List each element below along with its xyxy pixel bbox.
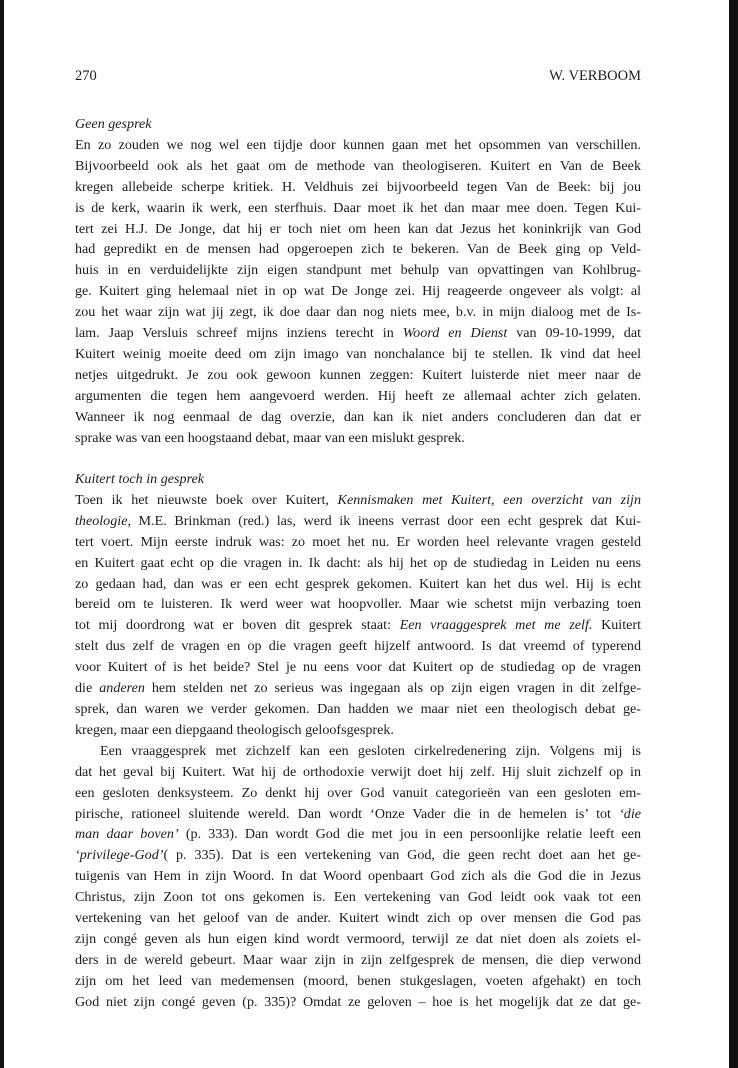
- text-line: [75, 845, 641, 866]
- italic-title: Woord en Dienst: [402, 325, 508, 342]
- text-line: zo gedaan had, dan was er een echt gesprek gekomen. Kuitert kan het dus wel. Hij is echt: [75, 575, 641, 592]
- text-line: stelt dus zelf de vragen en op die vragen geeft hijzelf antwoord. Is dat vreemd of typerend: [75, 638, 641, 655]
- text-line: netjes uitgedrukt. Je zou ook gewoon kunnen zeggen: Kuitert luisterde niet meer naar de: [75, 366, 641, 383]
- text-line: [75, 678, 641, 699]
- text-line: een gesloten denksysteem. Zo denkt hij over God vanuit categorieën van een gesloten em-: [75, 784, 641, 801]
- text-line: bereid om te luisteren. Ik werd weer wat hoopvoller. Maar wie schetst mijn verbazing toen: [75, 596, 641, 613]
- text-line: [75, 615, 641, 636]
- page-number: 270: [75, 68, 97, 84]
- text-line: had gepredikt en de mensen had opgeroepen zich te bekeren. Van de Beek ging op Veld-: [75, 241, 641, 258]
- italic-title: Een vraaggesprek met me zelf.: [399, 617, 593, 634]
- italic-title: theologie: [75, 512, 128, 529]
- text-run: hem stelden net zo serieus was ingegaan als op zijn eigen vragen in dit zelfge-: [144, 680, 642, 697]
- text-line: zijn congé geven als hun eigen kind wordt vermoord, terwijl ze dat niet doen als zoiets el-: [75, 930, 641, 947]
- text-line: tert zei H.J. De Jonge, dat hij er toch niet om heen kan dat Jezus het koninkrijk van God: [75, 220, 641, 237]
- italic-quote: man daar boven’: [75, 826, 179, 843]
- text-line: Christus, zijn Zoon tot ons gekomen is. Een vertekening van God leidt ook vaak tot een: [75, 889, 641, 906]
- text-line: kregen allebeide scherpe kritiek. H. Veldhuis zei bijvoorbeeld tegen Van de Beek: bij jou: [75, 178, 641, 195]
- text-line: dat het geval bij Kuitert. Wat hij de orthodoxie verwijt doet hij zelf. Hij sluit zichzelf op in: [75, 763, 641, 780]
- text-line: argumenten die tegen hem aangevoerd werden. Hij heeft ze allemaal achter zich gelaten.: [75, 387, 641, 404]
- text-run: die: [75, 680, 100, 697]
- text-line: zijn om het leed van medemensen (moord, benen stukgeslagen, voeten afgehakt) en toch: [75, 972, 641, 989]
- text-line: [75, 824, 641, 845]
- text-line: zou het waar zijn wat jij zegt, ik doe daar dan nog niets mee, b.v. in mijn dialoog met de Is-: [75, 304, 641, 321]
- text-line: En zo zouden we nog wel een tijdje door kunnen gaan met het opsommen van verschillen.: [75, 136, 641, 153]
- text-run: (p. 333). Dan wordt God die met jou in een persoonlijke relatie leeft een: [178, 826, 641, 843]
- running-header: [75, 66, 641, 87]
- section-heading: Kuitert toch in gesprek: [75, 471, 205, 487]
- text-line: God niet zijn congé geven (p. 335)? Omdat ze geloven – hoe is het mogelijk dat ze dat ge-: [75, 993, 641, 1010]
- text-run: Kuitert: [592, 617, 641, 634]
- scan-border-left: [0, 0, 4, 1068]
- text-line: [75, 804, 641, 825]
- section-heading: Geen gesprek: [75, 116, 152, 132]
- text-line: sprek, dan waren we verder gekomen. Dan hadden we maar niet een theologisch debat ge-: [75, 700, 641, 717]
- text-line: Een vraaggesprek met zichzelf kan een gesloten cirkelredenering zijn. Volgens mij is: [100, 742, 641, 759]
- text-run: , M.E. Brinkman (red.) las, werd ik ineens verrast door een echt gesprek dat Kui-: [127, 512, 641, 529]
- text-line: kregen, maar een diepgaand theologisch geloofsgesprek.: [75, 721, 394, 738]
- text-line: vertekening van het geloof van de ander. Kuitert windt zich op over mensen die God pas: [75, 910, 641, 927]
- text-line: tuigenis van Hem in zijn Woord. In dat Woord openbaart God zich als die God die in Jezus: [75, 868, 641, 885]
- italic-emphasis: anderen: [99, 680, 145, 697]
- text-run: van 09-10-1999, dat: [507, 325, 641, 342]
- text-line: is de kerk, waarin ik werk, een sterfhuis. Daar moet ik het dan maar mee doen. Tegen Kui-: [75, 199, 641, 216]
- text-line: Kuitert weinig moeite deed om zijn imago van nonchalance bij te stellen. Ik vind dat heel: [75, 345, 641, 362]
- italic-quote: ‘privilege-God’: [75, 847, 164, 864]
- text-line: [75, 323, 641, 344]
- text-line: voor Kuitert of is het beide? Stel je nu eens voor dat Kuitert op de studiedag op de vragen: [75, 659, 641, 676]
- text-line: ders in de wereld gebeurt. Maar waar zijn in zijn zelfgesprek de mensen, die diep verwond: [75, 951, 641, 968]
- text-line: Bijvoorbeeld ook als het gaat om de methode van theologiseren. Kuitert en Van de Beek: [75, 157, 641, 174]
- text-line: huis in en verduidelijkte zijn eigen standpunt met behulp van opvattingen van Kohlbrug-: [75, 262, 641, 279]
- section-geen-gesprek: [75, 114, 641, 449]
- section-kuitert-toch-in-gesprek: [75, 469, 641, 1013]
- text-line: en Kuitert gaat echt op die vragen in. Ik dacht: als hij het op de studiedag in Leiden nu eens: [75, 554, 641, 571]
- text-line: [75, 490, 641, 511]
- text-run: tot mij doordrong wat er boven dit gesprek staat:: [75, 617, 400, 634]
- text-run: lam. Jaap Versluis schreef mijns inziens terecht in: [75, 325, 403, 342]
- italic-title: Kennismaken met Kuitert, een overzicht van zijn: [337, 491, 641, 508]
- italic-quote: ‘die: [619, 805, 641, 822]
- text-line: Wanneer ik nog eenmaal de dag overzie, dan kan ik niet anders concluderen dan dat er: [75, 408, 641, 425]
- text-run: Toen ik het nieuwste boek over Kuitert,: [75, 491, 338, 508]
- text-line: sprake was van een hoogstaand debat, maar van een mislukt gesprek.: [75, 429, 465, 446]
- text-run: pirische, rationeel sluitende wereld. Dan wordt ‘Onze Vader die in de hemelen is’ tot: [75, 805, 620, 822]
- text-line: ge. Kuitert ging helemaal niet in op wat De Jonge zei. Hij reageerde ongeveer als volgt: al: [75, 283, 641, 300]
- scan-border-right: [729, 0, 738, 1068]
- text-line: tert voert. Mijn eerste indruk was: zo moet het nu. Er worden heel relevante vragen gesteld: [75, 533, 641, 550]
- text-line: [75, 511, 641, 532]
- running-author: W. VERBOOM: [549, 68, 641, 84]
- text-run: ( p. 335). Dat is een vertekening van God, die geen recht doet aan het ge-: [163, 847, 641, 864]
